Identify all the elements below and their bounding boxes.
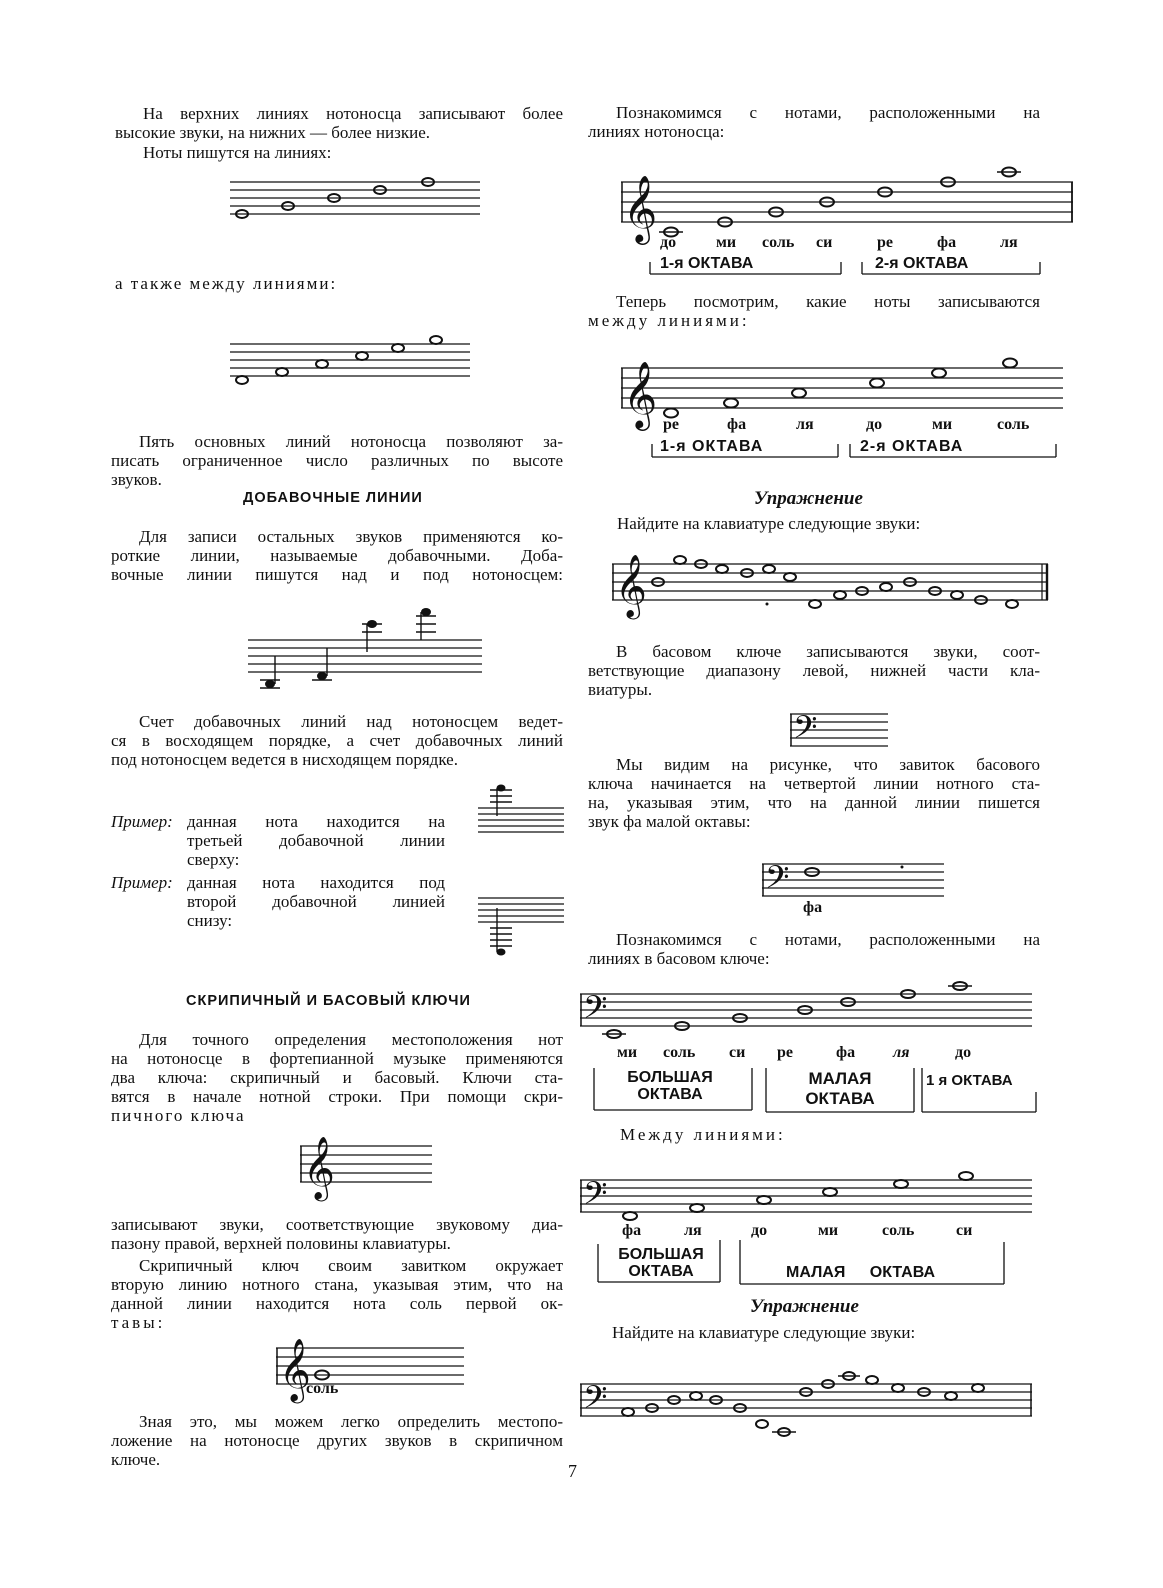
right-paragraph-5: Мы видим на рисунке, что завиток басового ключа начинается на четвертой линии нотного ста- на, указывая этим, что на данной линии пишется звук фа малой октавы: xyxy=(588,755,1040,831)
note-name: ля xyxy=(893,1044,910,1061)
treble-clef-icon: 𝄞 xyxy=(623,360,658,428)
note xyxy=(236,376,248,384)
note xyxy=(623,1212,637,1220)
example-2-label: Пример: xyxy=(111,873,173,892)
note-name: ре xyxy=(877,234,893,251)
note xyxy=(724,399,738,408)
note-name: до xyxy=(866,416,883,433)
note-name: соль xyxy=(882,1222,915,1239)
left-paragraph-6: Счет добавочных линий над нотоносцем ведет- ся в восходящем порядке, а счет добавочных линий под нотоносцем ведется в нисходящем порядке. xyxy=(111,712,563,769)
staff-exercise-treble xyxy=(612,552,1052,617)
left-paragraph-7: Для точного определения местоположения нот на нотоносце в фортепианной музыке применяются два ключа: скрипичный и басовый. Ключи ста- вятся в начале нотной строки. При помощи скри- пичного ключа xyxy=(111,1030,563,1125)
staff-example-2 xyxy=(478,894,566,964)
note-name: соль xyxy=(997,416,1030,433)
note xyxy=(392,344,404,352)
heading-clefs: СКРИПИЧНЫЙ И БАСОВЫЙ КЛЮЧИ xyxy=(186,993,471,1009)
note-name: ре xyxy=(777,1044,793,1061)
left-paragraph-5: Для записи остальных звуков применяются ко- роткие линии, называемые добавочными. Доба- вочные линии пишутся над и под нотоносцем: xyxy=(111,527,563,584)
octave-label: 2-я ОКТАВА xyxy=(875,255,969,272)
octave-label: 1-я ОКТАВА xyxy=(660,255,754,272)
octave-label: 2-я ОКТАВА xyxy=(860,438,964,455)
note-name: ми xyxy=(818,1222,839,1239)
note-name: ре xyxy=(663,416,679,433)
bass-clef-icon: 𝄢 xyxy=(583,1175,608,1219)
note xyxy=(763,565,775,573)
octave-label: 1-я ОКТАВА xyxy=(660,438,764,455)
note xyxy=(870,379,884,388)
note-name: ми xyxy=(617,1044,638,1061)
note-name: до xyxy=(955,1044,972,1061)
note xyxy=(1006,600,1018,608)
note-name: си xyxy=(816,234,833,251)
left-paragraph-8: записывают звуки, соответствующие звуковому диа- пазону правой, верхней половины клавиатуры. xyxy=(111,1215,563,1253)
note xyxy=(792,389,806,398)
staff-bass-clef xyxy=(790,709,890,753)
note xyxy=(367,620,377,628)
note xyxy=(959,1172,973,1180)
note xyxy=(622,1408,634,1416)
example-1-label: Пример: xyxy=(111,812,173,831)
note-name: до xyxy=(660,234,677,251)
page-number: 7 xyxy=(568,1461,577,1481)
note xyxy=(430,336,442,344)
note-name: фа xyxy=(836,1044,856,1061)
right-paragraph-4: В басовом ключе записываются звуки, соот- ветствующие диапазону левой, нижней части кла- виатуры. xyxy=(588,642,1040,699)
right-paragraph-6: Познакомимся с нотами, расположенными на линиях в басовом ключе: xyxy=(588,930,1040,968)
octave-label: БОЛЬШАЯ ОКТАВА xyxy=(627,1069,713,1103)
note-name: си xyxy=(729,1044,746,1061)
right-paragraph-2: Теперь посмотрим, какие ноты записываются между линиями: xyxy=(588,292,1040,330)
note xyxy=(809,600,821,608)
staff-treble-lines xyxy=(621,166,1075,242)
note-name: фа xyxy=(727,416,747,433)
treble-clef-icon: 𝄞 xyxy=(279,1338,311,1401)
note xyxy=(316,360,328,368)
exercise-heading-1: Упражнение xyxy=(754,488,863,509)
exercise-heading-2: Упражнение xyxy=(750,1296,859,1317)
right-paragraph-8: Найдите на клавиатуре следующие звуки: xyxy=(612,1323,916,1342)
heading-ledger-lines: ДОБАВОЧНЫЕ ЛИНИИ xyxy=(243,490,423,506)
note xyxy=(823,1188,837,1196)
staff-bass-lines xyxy=(580,982,1036,1042)
example-1-text: данная нота находится на третьей добавочной линии сверху: xyxy=(187,812,445,869)
note xyxy=(497,949,506,956)
staff-notes-on-lines xyxy=(230,180,482,220)
note-name: ля xyxy=(1000,234,1018,251)
example-2-text: данная нота находится под второй добавочной линией снизу: xyxy=(187,873,445,930)
note xyxy=(880,583,892,591)
left-paragraph-3: а также между линиями: xyxy=(115,274,338,293)
note xyxy=(421,608,431,616)
note xyxy=(356,352,368,360)
staff-sol xyxy=(276,1336,466,1401)
right-paragraph-7: Между линиями: xyxy=(620,1125,786,1144)
note-name: ми xyxy=(932,416,953,433)
note-name: фа xyxy=(622,1222,642,1239)
note-name: фа xyxy=(937,234,957,251)
octave-label: 1 я ОКТАВА xyxy=(926,1072,1013,1089)
staff-bass-spaces xyxy=(580,1168,1036,1220)
note xyxy=(866,1376,878,1384)
treble-clef-icon: 𝄞 xyxy=(623,174,658,242)
right-paragraph-3: Найдите на клавиатуре следующие звуки: xyxy=(617,514,921,533)
note xyxy=(317,672,327,680)
staff-exercise-bass xyxy=(580,1372,1036,1442)
bass-clef-icon: 𝄢 xyxy=(583,989,608,1033)
bass-clef-icon: 𝄢 xyxy=(583,1379,608,1423)
note xyxy=(945,1392,957,1400)
note-name: соль xyxy=(663,1044,696,1061)
staff-example-1 xyxy=(478,778,566,840)
note xyxy=(894,1180,908,1188)
left-paragraph-4: Пять основных линий нотоносца позволяют за- писать ограниченное число различных по высоте звуков. xyxy=(111,432,563,489)
note-name: ля xyxy=(684,1222,702,1239)
treble-clef-icon: 𝄞 xyxy=(303,1136,335,1199)
note xyxy=(834,591,846,599)
octave-label: МАЛАЯ ОКТАВА xyxy=(786,1264,936,1281)
note xyxy=(265,680,275,688)
left-paragraph-9: Скрипичный ключ своим завитком окружает вторую линию нотного стана, указывая этим, что на данной линии находится нота соль первой ок- тавы: xyxy=(111,1256,563,1332)
staff-treble-clef xyxy=(300,1134,434,1199)
left-paragraph-10: Зная это, мы можем легко определить местопо- ложение на нотоносце других звуков в скрипичном ключе. xyxy=(111,1412,563,1469)
octave-label: БОЛЬШАЯ ОКТАВА xyxy=(618,1246,704,1280)
note xyxy=(716,565,728,573)
note xyxy=(951,591,963,599)
note-name: до xyxy=(751,1222,768,1239)
sol-label: соль xyxy=(306,1380,339,1397)
staff-notes-between-lines xyxy=(230,342,482,386)
note-name: си xyxy=(956,1222,973,1239)
note xyxy=(497,785,506,792)
note xyxy=(784,573,796,581)
octave-label: МАЛАЯ ОКТАВА xyxy=(805,1069,875,1108)
left-paragraph-1: На верхних линиях нотоносца записывают более высокие звуки, на нижних — более низкие. xyxy=(115,104,563,142)
note xyxy=(690,1204,704,1212)
note xyxy=(690,1392,702,1400)
note xyxy=(1003,359,1017,368)
note xyxy=(756,1420,768,1428)
left-paragraph-2: Ноты пишутся на линиях: xyxy=(143,143,332,162)
staff-ledger-lines xyxy=(248,612,483,692)
bass-clef-icon: 𝄢 xyxy=(765,859,790,903)
bass-clef-icon: 𝄢 xyxy=(793,709,818,753)
staff-fa xyxy=(762,859,948,903)
treble-clef-icon: 𝄞 xyxy=(615,554,647,617)
note xyxy=(972,1384,984,1392)
note xyxy=(892,1384,904,1392)
note-name: ми xyxy=(716,234,737,251)
note-name: ля xyxy=(796,416,814,433)
note xyxy=(276,368,288,376)
note xyxy=(674,556,686,564)
right-paragraph-1: Познакомимся с нотами, расположенными на линиях нотоносца: xyxy=(588,103,1040,141)
note xyxy=(757,1196,771,1204)
note-name: соль xyxy=(762,234,795,251)
note xyxy=(932,369,946,378)
fa-label: фа xyxy=(803,899,823,916)
